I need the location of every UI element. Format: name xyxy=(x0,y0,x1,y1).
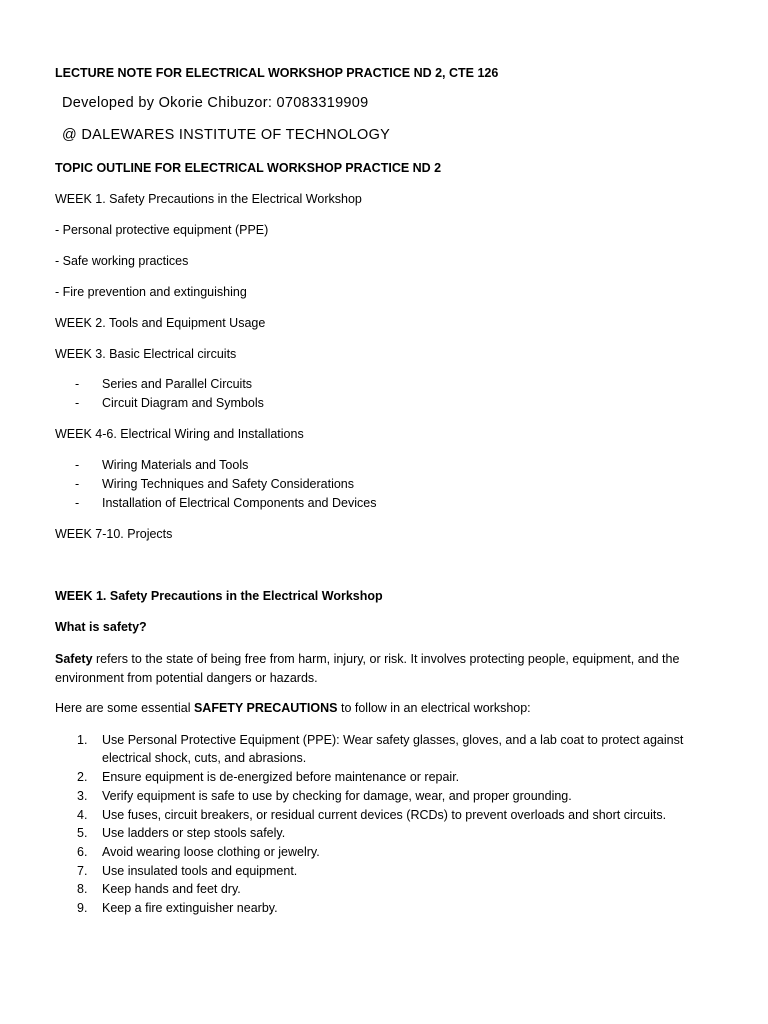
safety-definition xyxy=(55,650,715,687)
outline-week4-6: WEEK 4-6. Electrical Wiring and Installations xyxy=(55,427,304,441)
outline-week1-item: - Fire prevention and extinguishing xyxy=(55,285,247,299)
bullet-dash: - xyxy=(75,396,80,410)
intro-before: Here are some essential xyxy=(55,701,194,715)
bullet-dash: - xyxy=(75,377,80,391)
section-question: What is safety? xyxy=(55,620,147,634)
item-text: Keep hands and feet dry. xyxy=(102,882,241,896)
outline-week1: WEEK 1. Safety Precautions in the Electrical Workshop xyxy=(55,192,362,206)
outline-week7-10: WEEK 7-10. Projects xyxy=(55,527,173,541)
bullet-dash: - xyxy=(75,477,80,491)
outline-week1-item: - Safe working practices xyxy=(55,254,189,268)
item-number: 7. xyxy=(77,864,88,878)
bullet-text: Wiring Materials and Tools xyxy=(102,458,249,472)
item-text: Use insulated tools and equipment. xyxy=(102,864,298,878)
bullet-dash: - xyxy=(75,458,80,472)
outline-week3: WEEK 3. Basic Electrical circuits xyxy=(55,347,237,361)
item-text: Keep a fire extinguisher nearby. xyxy=(102,901,278,915)
definition-text: refers to the state of being free from harm, injury, or risk. It involves protecting people, equipment, and the environment from potential dangers or hazards. xyxy=(55,652,680,685)
developer-line: Developed by Okorie Chibuzor: 07083319909 xyxy=(62,95,369,111)
bullet-text: Circuit Diagram and Symbols xyxy=(102,396,264,410)
outline-week1-item: - Personal protective equipment (PPE) xyxy=(55,223,269,237)
intro-bold: SAFETY PRECAUTIONS xyxy=(193,701,338,715)
item-text: Use fuses, circuit breakers, or residual current devices (RCDs) to prevent overloads and short circuits. xyxy=(102,808,667,822)
bullet-text: Series and Parallel Circuits xyxy=(102,377,253,391)
bullet-dash: - xyxy=(75,496,80,510)
item-number: 9. xyxy=(77,901,88,915)
item-number: 6. xyxy=(77,845,88,859)
bullet-text: Wiring Techniques and Safety Considerations xyxy=(102,477,354,491)
item-number: 5. xyxy=(77,826,88,840)
outline-week2: WEEK 2. Tools and Equipment Usage xyxy=(55,316,266,330)
institute-line: @ DALEWARES INSTITUTE OF TECHNOLOGY xyxy=(62,127,391,143)
item-text: Verify equipment is safe to use by checking for damage, wear, and proper grounding. xyxy=(102,789,572,803)
definition-term: Safety xyxy=(55,652,93,666)
item-text: Ensure equipment is de-energized before maintenance or repair. xyxy=(102,770,460,784)
item-number: 1. xyxy=(77,733,88,747)
intro-after: to follow in an electrical workshop: xyxy=(337,701,531,715)
precautions-intro xyxy=(55,699,715,718)
item-number: 4. xyxy=(77,808,88,822)
item-number: 8. xyxy=(77,882,88,896)
item-text: Avoid wearing loose clothing or jewelry. xyxy=(102,845,320,859)
outline-heading: TOPIC OUTLINE FOR ELECTRICAL WORKSHOP PRACTICE ND 2 xyxy=(55,161,442,175)
item-number: 2. xyxy=(77,770,88,784)
item-number: 3. xyxy=(77,789,88,803)
item-text: Use ladders or step stools safely. xyxy=(102,826,286,840)
section-heading: WEEK 1. Safety Precautions in the Electrical Workshop xyxy=(55,589,383,603)
document-title: LECTURE NOTE FOR ELECTRICAL WORKSHOP PRACTICE ND 2, CTE 126 xyxy=(55,66,499,80)
bullet-text: Installation of Electrical Components and Devices xyxy=(102,496,377,510)
item-text: Use Personal Protective Equipment (PPE): Wear safety glasses, gloves, and a lab coat to protect against electrical shock, cuts, and abrasions. xyxy=(102,733,684,765)
